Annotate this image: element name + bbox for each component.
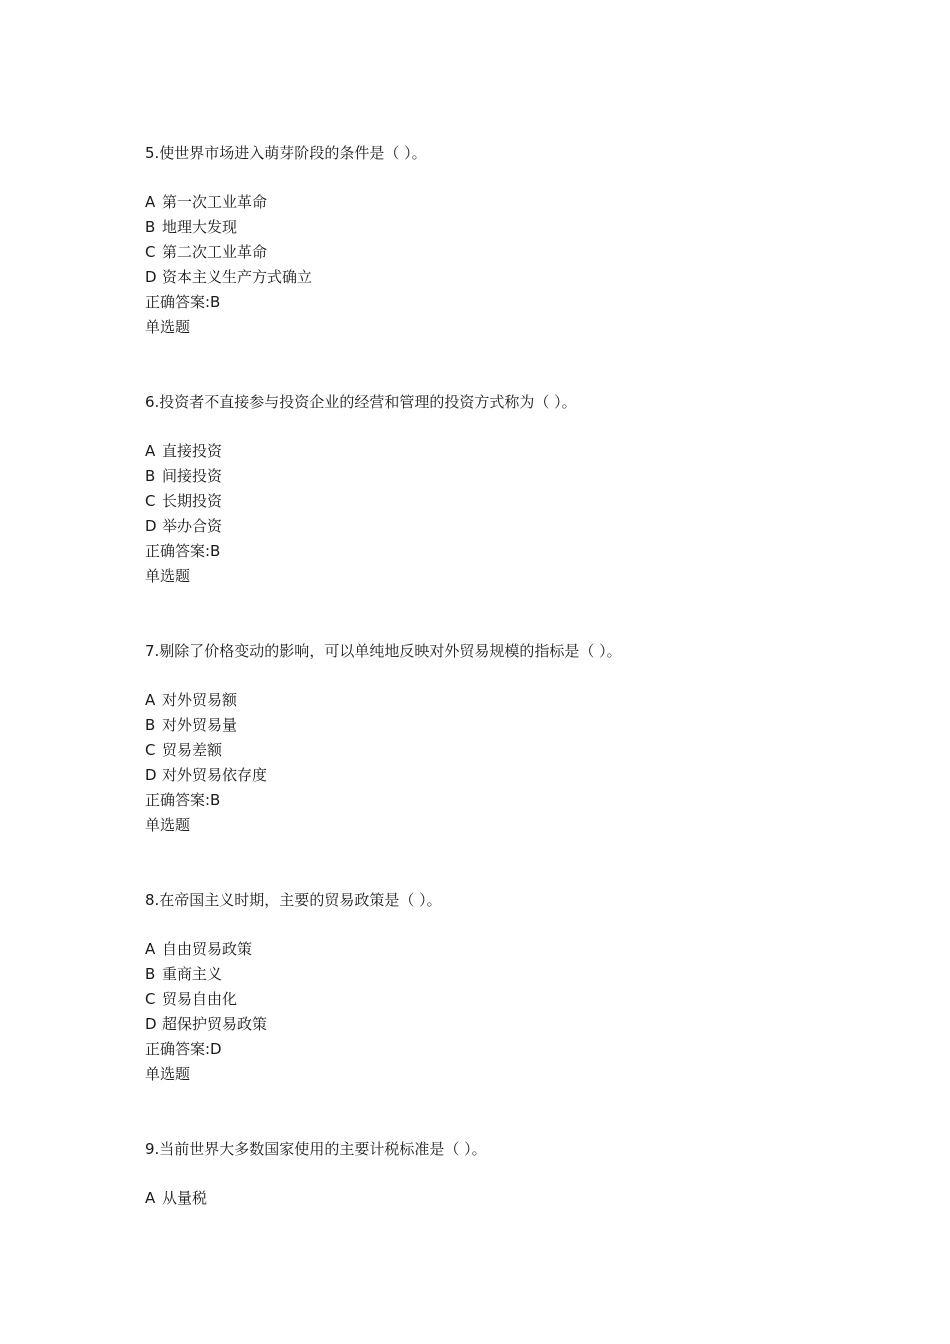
option-text: 自由贸易政策 bbox=[162, 940, 253, 958]
option-c bbox=[145, 989, 237, 1009]
option-c bbox=[145, 740, 222, 760]
question-type: 单选题 bbox=[145, 1065, 191, 1083]
question-type: 单选题 bbox=[145, 816, 191, 834]
option-text: 贸易自由化 bbox=[162, 990, 238, 1008]
option-letter: A bbox=[145, 940, 156, 958]
question-stem: 7.剔除了价格变动的影响，可以单纯地反映对外贸易规模的指标是（ ）。 bbox=[145, 642, 622, 660]
question-stem: 6.投资者不直接参与投资企业的经营和管理的投资方式称为（ ）。 bbox=[145, 393, 577, 411]
option-d bbox=[145, 765, 267, 785]
option-a bbox=[145, 690, 237, 710]
option-letter: A bbox=[145, 442, 156, 460]
option-letter: D bbox=[145, 268, 157, 286]
option-letter: A bbox=[145, 193, 156, 211]
option-text: 对外贸易额 bbox=[162, 691, 238, 709]
option-b bbox=[145, 964, 222, 984]
option-a bbox=[145, 939, 252, 959]
option-text: 间接投资 bbox=[162, 467, 223, 485]
option-text: 举办合资 bbox=[162, 517, 223, 535]
correct-answer: 正确答案:B bbox=[145, 542, 221, 560]
option-letter: C bbox=[145, 492, 156, 510]
option-a bbox=[145, 1188, 207, 1208]
option-text: 资本主义生产方式确立 bbox=[162, 268, 313, 286]
option-letter: D bbox=[145, 766, 157, 784]
option-d bbox=[145, 516, 222, 536]
option-d bbox=[145, 1014, 267, 1034]
option-text: 重商主义 bbox=[162, 965, 223, 983]
option-a bbox=[145, 192, 267, 212]
option-b bbox=[145, 217, 237, 237]
option-text: 贸易差额 bbox=[162, 741, 223, 759]
question-stem: 5.使世界市场进入萌芽阶段的条件是（ ）。 bbox=[145, 144, 427, 162]
option-letter: C bbox=[145, 990, 156, 1008]
option-text: 长期投资 bbox=[162, 492, 223, 510]
question-type: 单选题 bbox=[145, 567, 191, 585]
option-d bbox=[145, 267, 312, 287]
option-text: 对外贸易量 bbox=[162, 716, 238, 734]
option-a bbox=[145, 441, 222, 461]
question-stem: 8.在帝国主义时期，主要的贸易政策是（ ）。 bbox=[145, 891, 442, 909]
option-letter: A bbox=[145, 1189, 156, 1207]
question-stem: 9.当前世界大多数国家使用的主要计税标准是（ ）。 bbox=[145, 1140, 487, 1158]
option-letter: B bbox=[145, 218, 156, 236]
correct-answer: 正确答案:B bbox=[145, 791, 221, 809]
option-text: 第二次工业革命 bbox=[162, 243, 268, 261]
option-letter: C bbox=[145, 243, 156, 261]
option-letter: A bbox=[145, 691, 156, 709]
option-b bbox=[145, 715, 237, 735]
option-c bbox=[145, 242, 267, 262]
correct-answer: 正确答案:D bbox=[145, 1040, 222, 1058]
option-letter: B bbox=[145, 716, 156, 734]
option-text: 对外贸易依存度 bbox=[162, 766, 268, 784]
option-text: 直接投资 bbox=[162, 442, 223, 460]
option-letter: D bbox=[145, 1015, 157, 1033]
option-letter: B bbox=[145, 965, 156, 983]
option-letter: D bbox=[145, 517, 157, 535]
option-text: 地理大发现 bbox=[162, 218, 238, 236]
option-text: 第一次工业革命 bbox=[162, 193, 268, 211]
option-text: 超保护贸易政策 bbox=[162, 1015, 268, 1033]
question-type: 单选题 bbox=[145, 318, 191, 336]
correct-answer: 正确答案:B bbox=[145, 293, 221, 311]
option-c bbox=[145, 491, 222, 511]
option-letter: B bbox=[145, 467, 156, 485]
option-b bbox=[145, 466, 222, 486]
option-text: 从量税 bbox=[162, 1189, 208, 1207]
option-letter: C bbox=[145, 741, 156, 759]
